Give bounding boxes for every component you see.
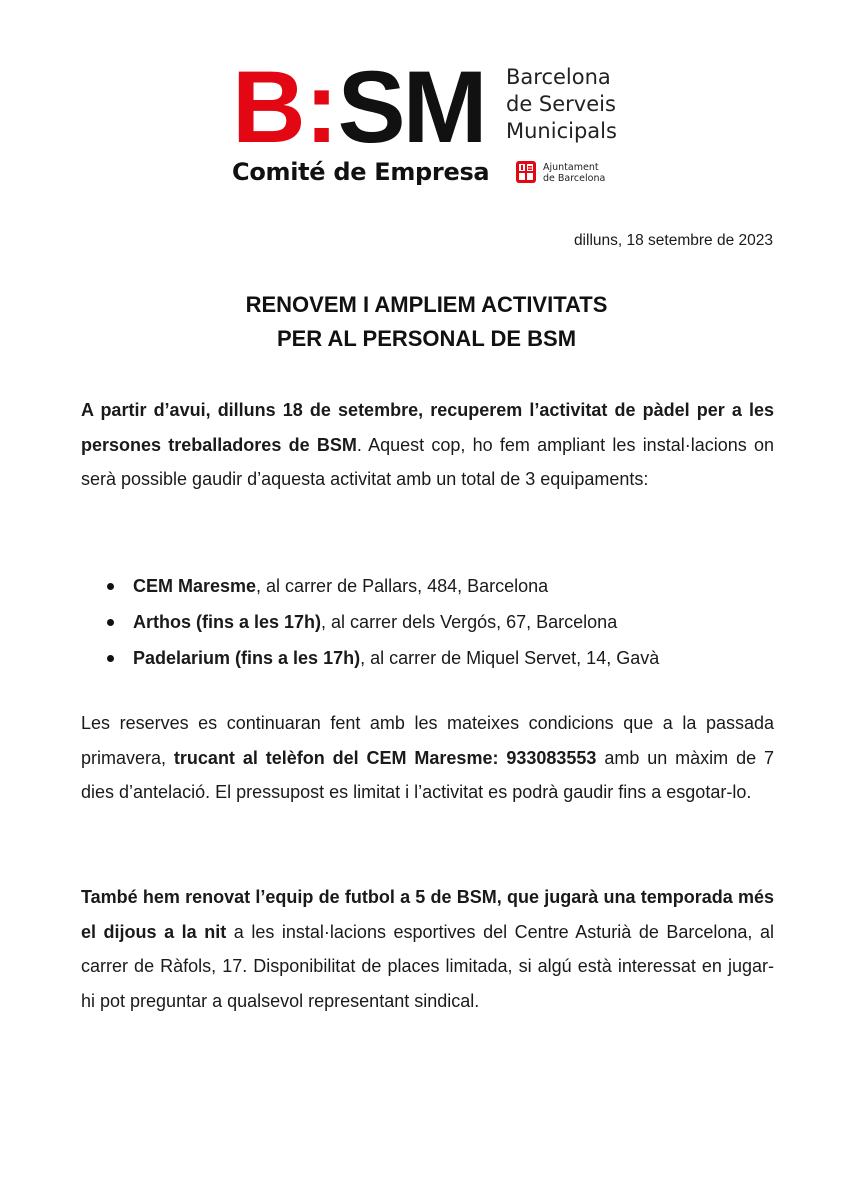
- org-name-line2: de Serveis: [506, 92, 616, 116]
- location-detail: , al carrer de Miquel Servet, 14, Gavà: [360, 648, 660, 668]
- location-detail: , al carrer dels Vergós, 67, Barcelona: [321, 612, 618, 632]
- location-detail: , al carrer de Pallars, 484, Barcelona: [256, 576, 549, 596]
- bullet-icon: [107, 655, 114, 662]
- location-name: Arthos (fins a les 17h): [133, 612, 322, 632]
- document-title: [0, 288, 853, 356]
- bullet-icon: [107, 619, 114, 626]
- logo-letter-b: B: [232, 50, 303, 164]
- title-line2: PER AL PERSONAL DE BSM: [276, 326, 577, 351]
- ajuntament-line2: de Barcelona: [543, 173, 606, 184]
- intro-bold-text: A partir d’avui, dilluns 18 de setembre, recuperem l’activitat de pàdel per a les persones treballadores de BSM: [81, 400, 774, 455]
- org-name: [506, 64, 617, 145]
- committee-label: Comité de Empresa: [232, 158, 490, 186]
- title-line1: RENOVEM I AMPLIEM ACTIVITATS: [245, 292, 608, 317]
- ajuntament-shield-icon: [515, 160, 537, 184]
- football-bold-text: També hem renovat l’equip de futbol a 5 de BSM, que jugarà una temporada més el dijous a la nit: [81, 887, 774, 942]
- phone-bold-text: trucant al telèfon del CEM Maresme: 933083553: [173, 747, 597, 768]
- list-item: [81, 604, 774, 640]
- org-name-line3: Municipals: [506, 119, 617, 143]
- football-paragraph: [81, 880, 774, 1018]
- list-item: [81, 568, 774, 604]
- reservations-paragraph: [81, 706, 774, 810]
- logo-colon: :: [304, 50, 336, 164]
- list-item: [81, 640, 774, 676]
- location-name: CEM Maresme: [133, 576, 257, 596]
- bsm-logo: [232, 50, 632, 192]
- reservations-text-end: amb un màxim de 7 dies d’antelació. El pressupost es limitat i l’activitat es podrà gaudir fins a esgotar-lo.: [81, 747, 774, 802]
- intro-paragraph: [81, 393, 774, 497]
- intro-text: . Aquest cop, ho fem ampliant les instal·lacions on serà possible gaudir d’aquesta activitat amb un total de 3 equipaments:: [81, 434, 774, 489]
- ajuntament-text: [543, 162, 605, 184]
- location-name: Padelarium (fins a les 17h): [133, 648, 361, 668]
- logo-letters-sm: SM: [337, 50, 485, 164]
- bsm-logo-mark: [232, 50, 485, 164]
- locations-list: [81, 568, 774, 676]
- bullet-icon: [107, 583, 114, 590]
- reservations-text-start: Les reserves es continuaran fent amb les mateixes condicions que a la passada primavera,: [81, 713, 774, 768]
- ajuntament-line1: Ajuntament: [543, 162, 599, 173]
- document-date: dilluns, 18 setembre de 2023: [573, 232, 773, 249]
- football-text: a les instal·lacions esportives del Centre Asturià de Barcelona, al carrer de Ràfols, 17. Disponibilitat de places limitada, si algú està interessat en jugar-hi pot preguntar a qualsevol representant sindical.: [81, 921, 774, 1011]
- org-name-line1: Barcelona: [506, 65, 611, 89]
